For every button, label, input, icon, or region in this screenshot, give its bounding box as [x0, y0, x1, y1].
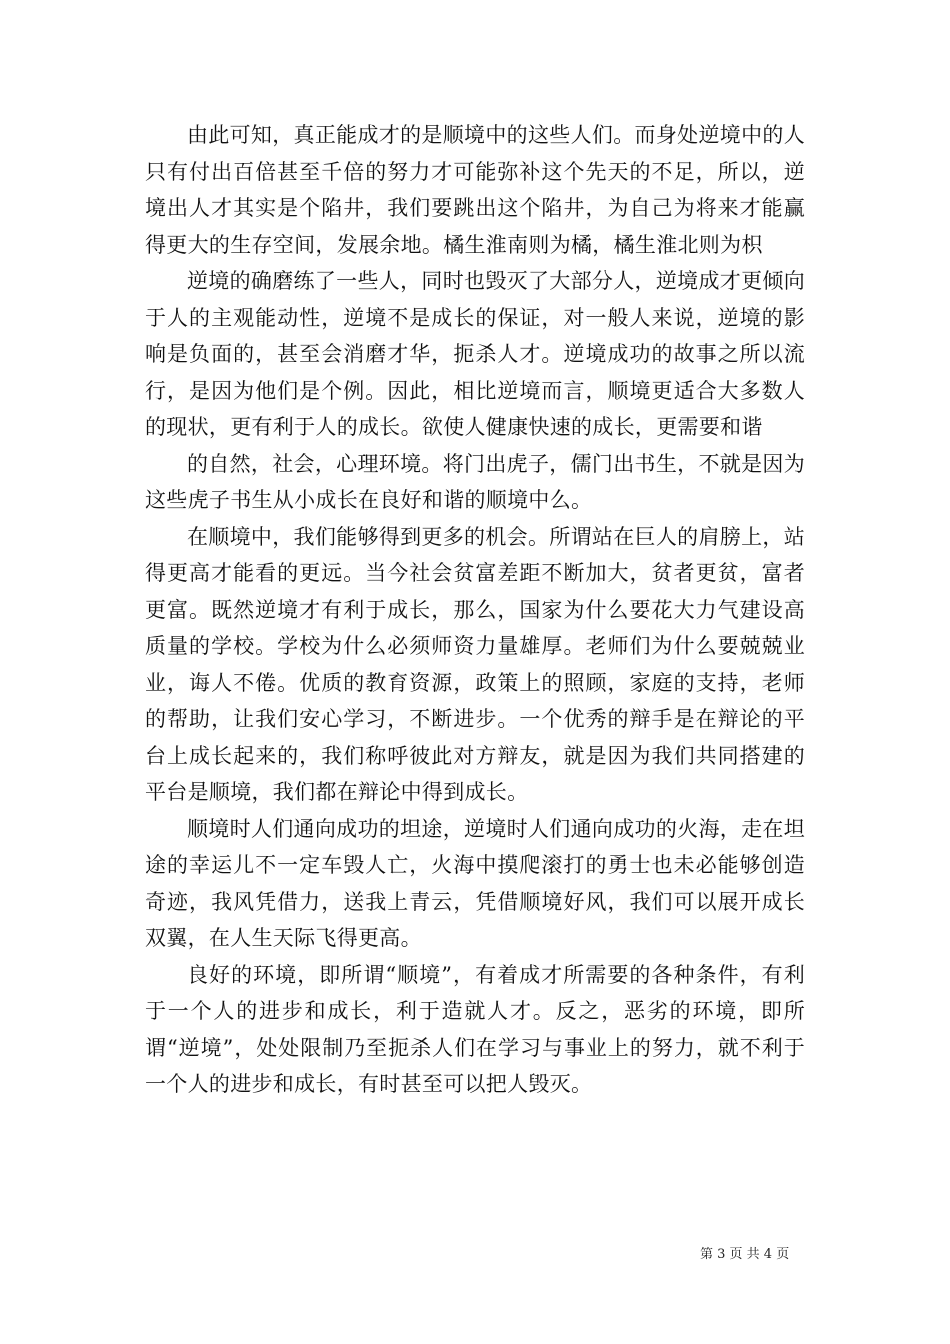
paragraph-3: 的自然，社会，心理环境。将门出虎子，儒门出书生，不就是因为这些虎子书生从小成长在良好和谐的顺境中么。: [145, 451, 805, 512]
paragraph-1: 由此可知，真正能成才的是顺境中的这些人们。而身处逆境中的人只有付出百倍甚至千倍的努力才可能弥补这个先天的不足，所以，逆境出人才其实是个陷井，我们要跳出这个陷井，为自己为将来才能赢得更大的生存空间，发展余地。橘生淮南则为橘，橘生淮北则为枳: [145, 123, 805, 257]
paragraph-6: 良好的环境，即所谓“顺境”，有着成才所需要的各种条件，有利于一个人的进步和成长，利于造就人才。反之，恶劣的环境，即所谓“逆境”，处处限制乃至扼杀人们在学习与事业上的努力，就不利于一个人的进步和成长，有时甚至可以把人毁灭。: [145, 962, 805, 1096]
paragraph-5: 顺境时人们通向成功的坦途，逆境时人们通向成功的火海，走在坦途的幸运儿不一定车毁人亡，火海中摸爬滚打的勇士也未必能够创造奇迹，我风凭借力，送我上青云，凭借顺境好风，我们可以展开成长双翼，在人生天际飞得更高。: [145, 816, 805, 950]
paragraph-4: 在顺境中，我们能够得到更多的机会。所谓站在巨人的肩膀上，站得更高才能看的更远。当今社会贫富差距不断加大，贫者更贫，富者更富。既然逆境才有利于成长，那么，国家为什么要花大力气建设高质量的学校。学校为什么必须师资力量雄厚。老师们为什么要兢兢业业，诲人不倦。优质的教育资源，政策上的照顾，家庭的支持，老师的帮助，让我们安心学习，不断进步。一个优秀的辩手是在辩论的平台上成长起来的，我们称呼彼此对方辩友，就是因为我们共同搭建的平台是顺境，我们都在辩论中得到成长。: [145, 524, 805, 804]
document-body: [145, 117, 805, 1103]
paragraph-2: 逆境的确磨练了一些人，同时也毁灭了大部分人，逆境成才更倾向于人的主观能动性，逆境不是成长的保证，对一般人来说，逆境的影响是负面的，甚至会消磨才华，扼杀人才。逆境成功的故事之所以流行，是因为他们是个例。因此，相比逆境而言，顺境更适合大多数人的现状，更有利于人的成长。欲使人健康快速的成长，更需要和谐: [145, 269, 805, 439]
page-number-footer: 第 3 页 共 4 页: [700, 1247, 790, 1262]
